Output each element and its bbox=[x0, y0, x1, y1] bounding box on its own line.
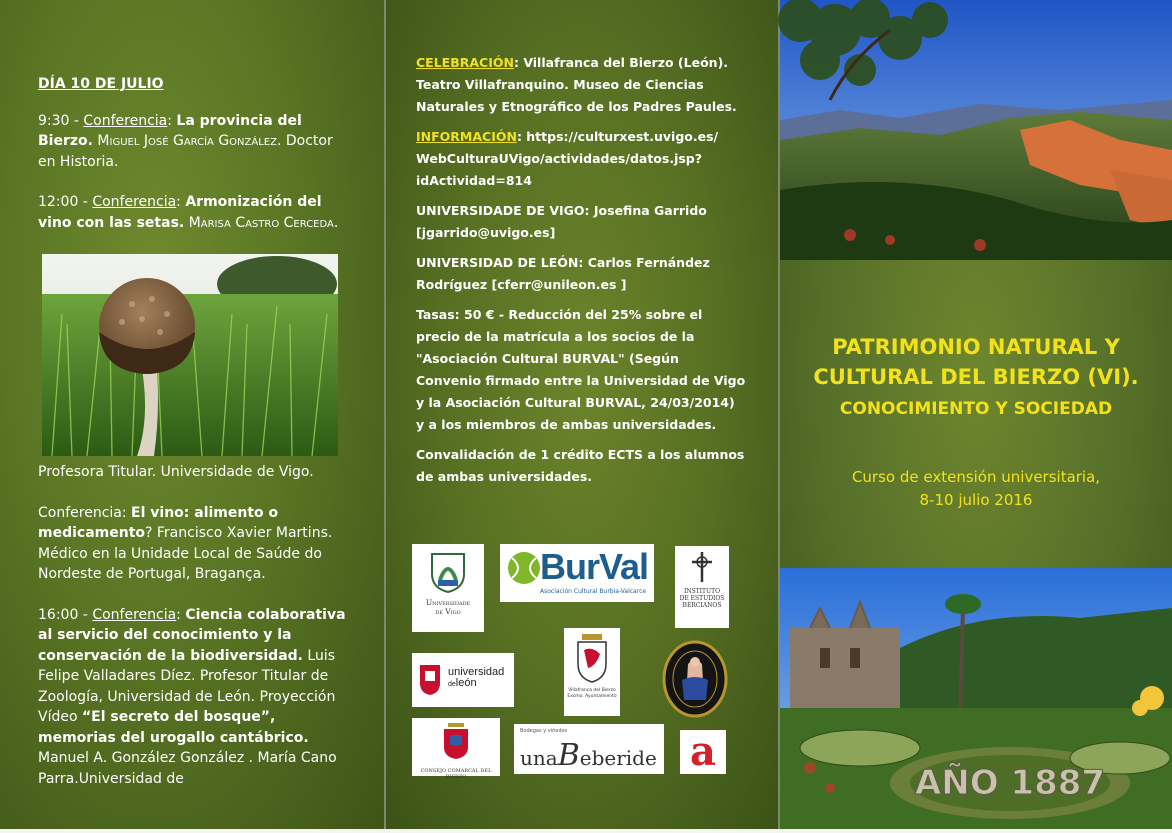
talk-2-rest: . bbox=[333, 214, 339, 231]
uleon-shield-icon bbox=[418, 663, 442, 697]
beberide-eberide: eberide bbox=[579, 746, 657, 770]
villafranca-line-2: Excmo. Ayuntamiento bbox=[567, 694, 617, 699]
talk-2-title: Armonización del vino con las setas. bbox=[38, 194, 322, 231]
villafranca-crest-icon bbox=[574, 632, 610, 684]
talk-2-sep: : bbox=[176, 194, 186, 210]
uvigo-shield-icon bbox=[428, 550, 468, 594]
burval-wordmark: BurVal bbox=[540, 546, 649, 587]
uleon-line-2: de bbox=[448, 681, 456, 688]
vigo-contact: UNIVERSIDADE DE VIGO: Josefina Garrido [jgarrido@uvigo.es] bbox=[416, 203, 707, 240]
ieb-logo bbox=[675, 546, 729, 628]
course-block bbox=[780, 466, 1172, 512]
beberide-una: una bbox=[520, 746, 558, 770]
talk-3-kind: Conferencia: bbox=[38, 504, 132, 521]
talk-4-title: Ciencia colaborativa al servicio del conocimiento y la conservación de la biodiversidad. bbox=[38, 606, 346, 664]
uvigo-logo bbox=[412, 544, 484, 632]
ieb-line-2: DE ESTUDIOS bbox=[679, 595, 725, 602]
course-type: Curso de extensión universitaria, bbox=[851, 468, 1101, 486]
talk-4-rest2: Manuel A. González González . María Cano Parra.Universidad de bbox=[38, 750, 337, 787]
title-line-3: CONOCIMIENTO Y SOCIEDAD bbox=[839, 399, 1113, 419]
consejo-label: CONSEJO COMARCAL DEL BIERZO bbox=[420, 768, 492, 780]
program-bottom bbox=[38, 462, 354, 809]
leon-contact: UNIVERSIDAD DE LEÓN: Carlos Fernández Rodríguez [cferr@unileon.es ] bbox=[416, 255, 710, 292]
burval-logo bbox=[500, 544, 654, 602]
talk-4 bbox=[38, 605, 354, 790]
uvigo-line-1: Universidade bbox=[425, 598, 471, 607]
beberide-small: Bodegas y viñedos bbox=[520, 728, 568, 734]
consejo-shield-icon bbox=[442, 721, 470, 761]
beberide-b: B bbox=[557, 738, 580, 773]
talk-1-time: 9:30 - bbox=[38, 112, 84, 129]
talk-4-sep: : bbox=[176, 606, 186, 623]
day-heading: DÍA 10 DE JULIO bbox=[38, 76, 164, 92]
tennis-ball-icon bbox=[506, 550, 542, 586]
info-text bbox=[416, 52, 746, 496]
talk-3 bbox=[38, 503, 354, 585]
celebration-label: CELEBRACIÓN bbox=[416, 55, 514, 70]
talk-1-kind: Conferencia bbox=[83, 112, 168, 129]
garden-text: AÑO 1887 bbox=[914, 763, 1106, 803]
a-logo bbox=[680, 730, 726, 774]
uleon-line-1: universidad bbox=[448, 666, 505, 678]
program-top bbox=[38, 74, 348, 253]
information-text: : https://culturxest.uvigo.es/ WebCulturaUVigo/actividades/datos.jsp? idActividad=814 bbox=[416, 129, 719, 188]
ieb-line-1: INSTITUTO bbox=[683, 588, 721, 595]
talk-2 bbox=[38, 192, 348, 233]
consejo-logo bbox=[412, 718, 500, 780]
mountain-photo bbox=[780, 0, 1172, 260]
title-block bbox=[780, 332, 1172, 424]
left-panel bbox=[0, 0, 384, 829]
course-dates: 8-10 julio 2016 bbox=[919, 491, 1033, 509]
talk-4-title2: “El secreto del bosque”, memorias del urogallo cantábrico. bbox=[38, 709, 309, 746]
celebration bbox=[416, 52, 746, 118]
right-panel bbox=[780, 0, 1172, 829]
mushroom-photo bbox=[42, 254, 338, 456]
villafranca-line-1: Villafranca del Bierzo bbox=[568, 688, 616, 693]
villafranca-logo bbox=[564, 628, 620, 716]
information bbox=[416, 126, 746, 192]
garden-photo bbox=[780, 568, 1172, 829]
information-label: INFORMACIÓN bbox=[416, 129, 517, 144]
talk-1-speaker: Miguel José García González bbox=[97, 133, 277, 149]
beberide-logo bbox=[514, 724, 664, 774]
credits: Convalidación de 1 crédito ECTS a los alumnos de ambas universidades. bbox=[416, 447, 745, 484]
title-line-2: CULTURAL DEL BIERZO (VI). bbox=[813, 365, 1139, 389]
talk-3-rest: ? Francisco Xavier Martins. Médico en la Unidade Local de Saúde do Nordeste de Portugal, Bragança. bbox=[38, 525, 333, 582]
religious-seal-icon bbox=[662, 640, 728, 718]
talk-4-kind: Conferencia bbox=[92, 606, 177, 623]
fees: Tasas: 50 € - Reducción del 25% sobre el precio de la matrícula a los socios de la "Asociación Cultural BURVAL" (Según Convenio firmado entre la Universidad de Vigo y la Asociación Cultural BURVAL, 24/03/2014) y a los miembros de ambas universidades. bbox=[416, 307, 746, 432]
talk-2-time: 12:00 - bbox=[38, 194, 93, 210]
uleon-line-3: león bbox=[455, 677, 477, 689]
talk-3-title: El vino: alimento o medicamento bbox=[38, 504, 279, 541]
talk-2-kind: Conferencia bbox=[92, 194, 177, 210]
talk-1-rest: . Doctor en Historia. bbox=[38, 133, 333, 170]
uleon-logo bbox=[412, 653, 514, 707]
talk-4-time: 16:00 - bbox=[38, 606, 93, 623]
photo-caption: Profesora Titular. Universidade de Vigo. bbox=[38, 464, 314, 480]
talk-4-rest1: Luis Felipe Valladares Díez. Profesor Titular de Zoología, Universidad de León. Proyección Vídeo bbox=[38, 647, 336, 725]
seal-logo bbox=[662, 640, 728, 718]
middle-panel bbox=[386, 0, 778, 829]
talk-1-title: La provincia del Bierzo. bbox=[38, 112, 302, 149]
talk-1-sep: : bbox=[167, 112, 177, 129]
a-letter: a bbox=[690, 728, 716, 775]
title-line-1: PATRIMONIO NATURAL Y bbox=[832, 335, 1120, 359]
ieb-line-3: BERCIANOS bbox=[682, 602, 722, 609]
talk-2-speaker: Marisa Castro Cerceda bbox=[188, 214, 334, 231]
ieb-emblem-icon bbox=[688, 550, 716, 584]
uvigo-line-2: de Vigo bbox=[435, 607, 461, 616]
celebration-text: : Villafranca del Bierzo (León). Teatro Villafranquino. Museo de Ciencias Naturales y Etnográfico de los Padres Paules. bbox=[416, 55, 737, 114]
talk-1 bbox=[38, 111, 348, 173]
burval-subtitle: Asociación Cultural Burbia-Valcarce bbox=[540, 588, 647, 595]
